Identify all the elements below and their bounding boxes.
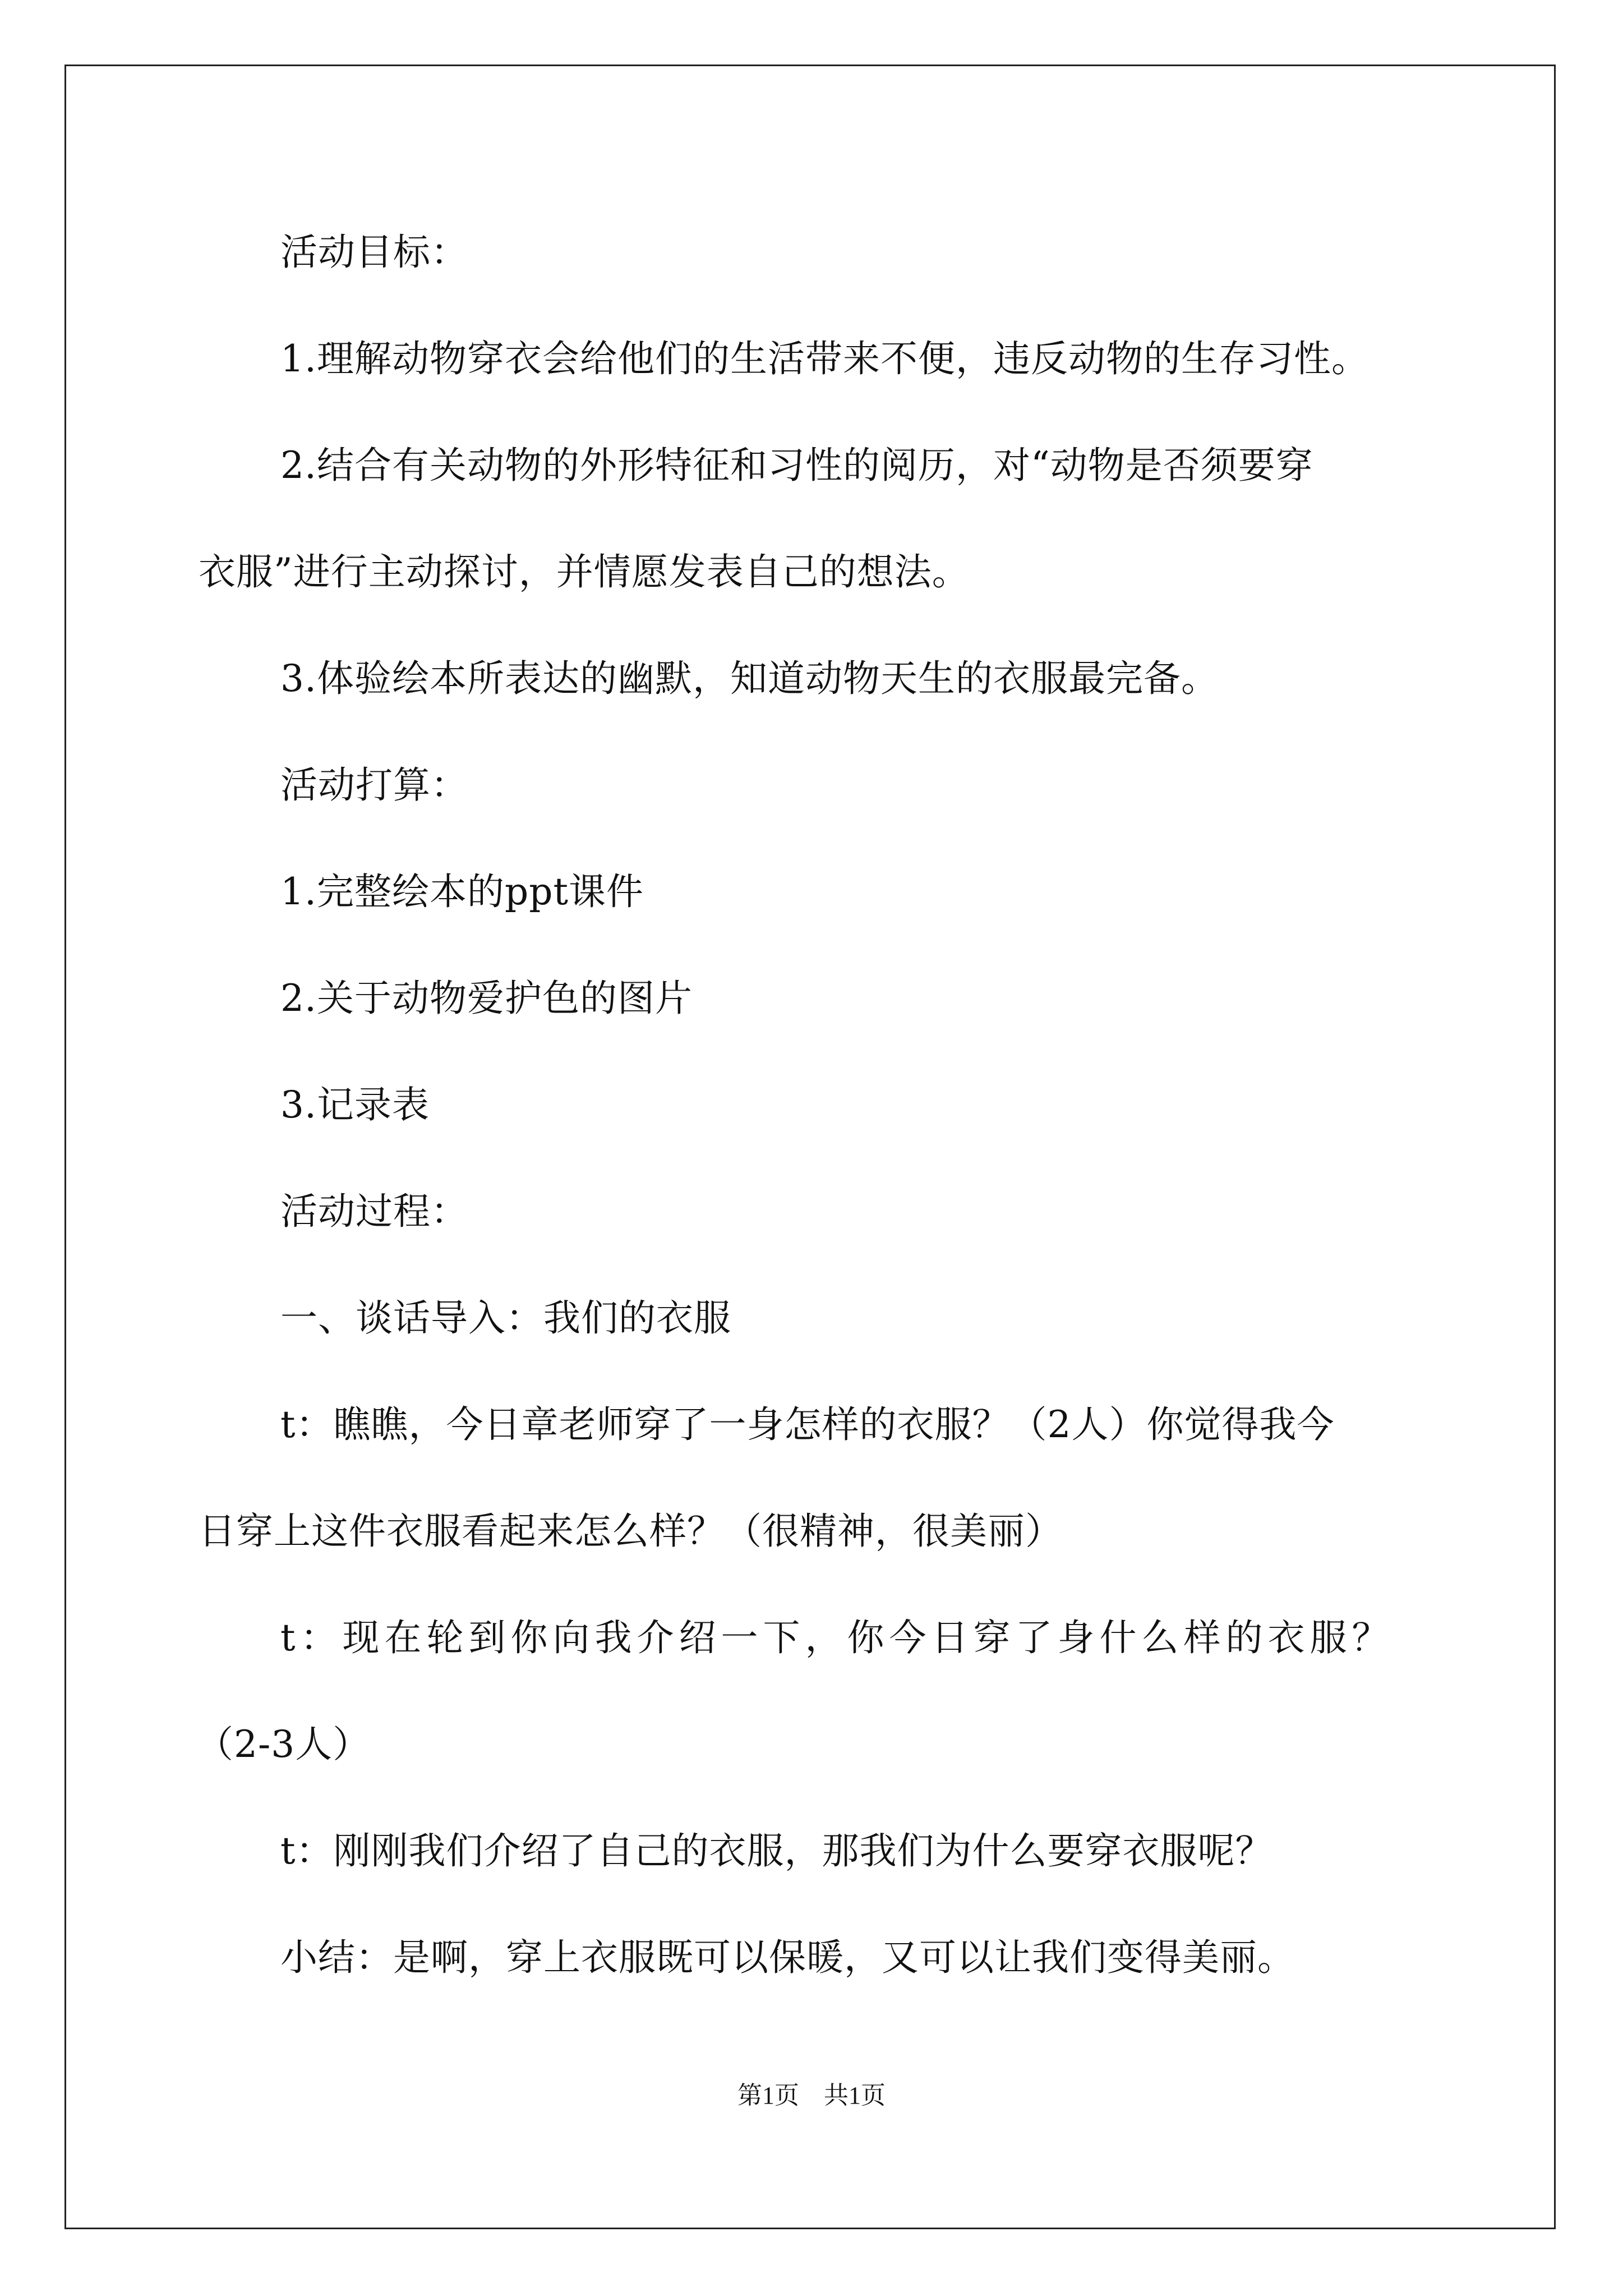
paragraph-summary: 小结：是啊，穿上衣服既可以保暖，又可以让我们变得美丽。	[280, 1936, 1295, 1979]
paragraph-dialogue-2-cont: （2-3人）	[196, 1723, 371, 1766]
paragraph-goal-1: 1.理解动物穿衣会给他们的生活带来不便，违反动物的生存习性。	[280, 337, 1369, 380]
paragraph-goal-2-cont: 衣服”进行主动探讨，并情愿发表自己的想法。	[199, 550, 970, 593]
section-heading-preparation: 活动打算：	[280, 763, 468, 807]
paragraph-goal-2: 2.结合有关动物的外形特征和习性的阅历，对“动物是否须要穿	[280, 444, 1313, 487]
section-heading-goals: 活动目标：	[280, 231, 468, 274]
page-frame	[64, 65, 1556, 2229]
paragraph-dialogue-1-cont: 日穿上这件衣服看起来怎么样？（很精神，很美丽）	[199, 1510, 1063, 1553]
paragraph-process-1: 一、谈话导入：我们的衣服	[280, 1296, 731, 1340]
page-footer: 第1页 共1页	[737, 2082, 886, 2109]
paragraph-goal-3: 3.体验绘本所表达的幽默，知道动物天生的衣服最完备。	[280, 657, 1219, 700]
section-heading-process: 活动过程：	[280, 1190, 468, 1233]
paragraph-prep-1: 1.完整绘本的ppt课件	[280, 870, 644, 913]
paragraph-prep-3: 3.记录表	[280, 1083, 430, 1126]
paragraph-dialogue-2: t：现在轮到你向我介绍一下，你今日穿了身什么样的衣服？	[280, 1616, 1394, 1659]
paragraph-dialogue-1: t：瞧瞧，今日章老师穿了一身怎样的衣服？（2人）你觉得我今	[280, 1403, 1335, 1446]
paragraph-dialogue-3: t：刚刚我们介绍了自己的衣服，那我们为什么要穿衣服呢？	[280, 1829, 1273, 1872]
paragraph-prep-2: 2.关于动物爱护色的图片	[280, 977, 693, 1020]
